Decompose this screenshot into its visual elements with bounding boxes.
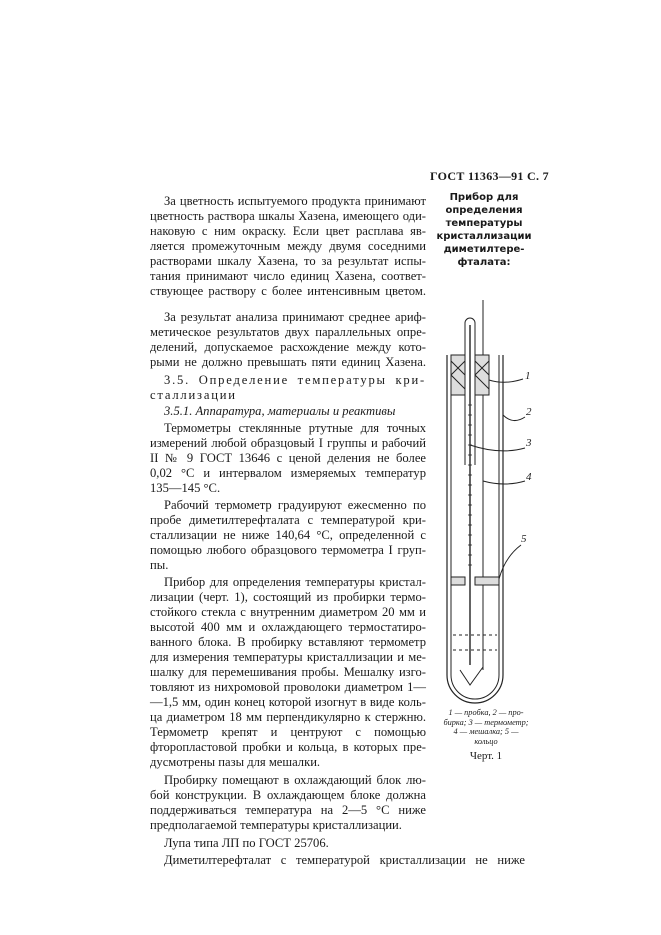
text-line: Пробирку помещают в охлаждающий блок лю-: [164, 773, 426, 787]
figure-title-line: фталата:: [457, 257, 511, 268]
text-line: фторопластовой пробки и кольца, в которых пре-: [150, 740, 426, 754]
figure-caption: [428, 708, 544, 746]
text-line: Термометры стеклянные ртутные для точных: [164, 421, 426, 435]
text-line: ствующее раствору с более интенсивным цветом.: [150, 284, 426, 298]
text-line: пы.: [150, 558, 169, 572]
text-line: тания принимают число единиц Хазена, соответ-: [150, 269, 426, 283]
paragraph-color-result: [150, 194, 426, 299]
figure-title-line: температуры: [445, 218, 523, 229]
label-5: 5: [521, 533, 527, 545]
label-4: 4: [526, 471, 532, 483]
text-line: стойкого стекла с внутренним диаметром 20 мм и: [150, 605, 426, 619]
text-line: шалку для перемешивания пробы. Мешалку изго-: [150, 665, 426, 679]
stirrer-loop: [460, 667, 483, 685]
subsection-heading-3-5-1: [150, 404, 426, 419]
text-line: цветность раствора шкалы Хазена, имеющего оди-: [150, 209, 426, 223]
text-line: бой конструкции. В охлаждающем блоке должна: [150, 788, 426, 802]
figure-title-line: определения: [445, 205, 523, 216]
text-line: делений, допускаемое расхождение между кото-: [150, 340, 426, 354]
text-line: ванного блока. В пробирку вставляют термометр: [150, 635, 426, 649]
label-1: 1: [525, 370, 531, 382]
paragraph-dmt: [150, 853, 525, 868]
label-2: 2: [526, 406, 532, 418]
paragraph-cooling-block: [150, 773, 426, 833]
text-line: рыми не должно превышать пяти единиц Хазена.: [150, 355, 426, 369]
text-line: метическое результатов двух параллельных опре-: [150, 325, 426, 339]
caption-line: 4 — мешалка; 5 —: [453, 727, 519, 736]
section-heading-3-5: [150, 373, 426, 403]
text-line: предполагаемой температуры кристаллизации.: [150, 818, 402, 832]
figure-number: Черт. 1: [469, 750, 503, 762]
text-line: 3.5. Определение температуры кри-: [164, 373, 426, 387]
text-line: сталлизации не ниже 140,64 °С, определенной с: [150, 528, 426, 542]
figure-title-line: кристаллизации: [436, 231, 532, 242]
text-line: дусмотрены пазы для мешалки.: [150, 755, 321, 769]
figure-title-line: диметилтере-: [443, 244, 525, 255]
text-line: ца диаметром 18 мм перпендикулярно к стержню.: [150, 710, 426, 724]
text-line: 135—145 °С.: [150, 481, 221, 495]
text-line: высотой 400 мм и охлаждающего термостатиро-: [150, 620, 426, 634]
text-line: помощью любого образцового термометра I груп-: [150, 543, 426, 557]
text-line: Термометр крепят и центруют с помощью: [150, 725, 426, 739]
paragraph-apparatus: [150, 575, 426, 770]
text-line: для измерения температуры кристаллизации и ме-: [150, 650, 426, 664]
text-line: поддерживаться температура на 2—5 °С ниже: [150, 803, 426, 817]
text-line: Лупа типа ЛП по ГОСТ 25706.: [164, 836, 329, 850]
text-line: II № 9 ГОСТ 13646 с ценой деления не более: [150, 451, 426, 465]
leader-3: [470, 445, 525, 451]
apparatus-drawing: [425, 295, 535, 707]
caption-line: 1 — пробка, 2 — про-: [448, 708, 524, 717]
text-line: 3.5.1. Аппаратура, материалы и реактивы: [164, 404, 396, 418]
text-line: лизации (черт. 1), состоящий из пробирки термо-: [150, 590, 426, 604]
text-line: За результат анализа принимают среднее ариф-: [164, 310, 426, 324]
paragraph-calibration: [150, 498, 426, 573]
leader-4: [483, 481, 525, 484]
text-line: Прибор для определения температуры кристал-: [164, 575, 426, 589]
leader-5: [499, 545, 521, 579]
paragraph-analysis-result: [150, 310, 426, 370]
text-line: сталлизации: [150, 388, 237, 402]
paragraph-magnifier: [150, 836, 426, 851]
page-header: ГОСТ 11363—91 С. 7: [430, 169, 549, 183]
text-line: ляется промежуточным между двумя соседними: [150, 239, 426, 253]
label-3: 3: [526, 437, 532, 449]
leader-2: [503, 415, 525, 421]
stopper-left: [451, 355, 465, 395]
caption-line: бирка; 3 — термометр;: [443, 717, 529, 727]
paragraph-thermometers: [150, 421, 426, 496]
sample-level: [453, 635, 497, 650]
text-line: За цветность испытуемого продукта принимают: [164, 194, 426, 208]
text-line: растворами шкалу Хазена, то за результат испы-: [150, 254, 426, 268]
text-line: Диметилтерефталат с температурой кристаллизации не ниже: [164, 853, 525, 867]
ring-left: [451, 577, 465, 585]
text-line: —1,5 мм, один конец которой изогнут в виде коль-: [150, 695, 426, 709]
figure-title-line: Прибор для: [449, 192, 519, 203]
text-line: Рабочий термометр градуируют ежесменно по: [164, 498, 426, 512]
text-line: 0,02 °С и интервалом измеряемых температур: [150, 466, 426, 480]
text-line: товляют из нихромовой проволоки диаметром 1—: [150, 680, 426, 694]
text-line: измерений любой образцовый I группы и рабочий: [150, 436, 426, 450]
ring-right: [475, 577, 499, 585]
stopper-right: [475, 355, 489, 395]
text-line: пробе диметилтерефталата с температурой кри-: [150, 513, 426, 527]
caption-line: кольцо: [474, 736, 498, 746]
figure-title: [430, 191, 538, 269]
text-line: наковую с ним окраску. Если цвет расплава яв-: [150, 224, 426, 238]
leader-1: [489, 379, 523, 382]
